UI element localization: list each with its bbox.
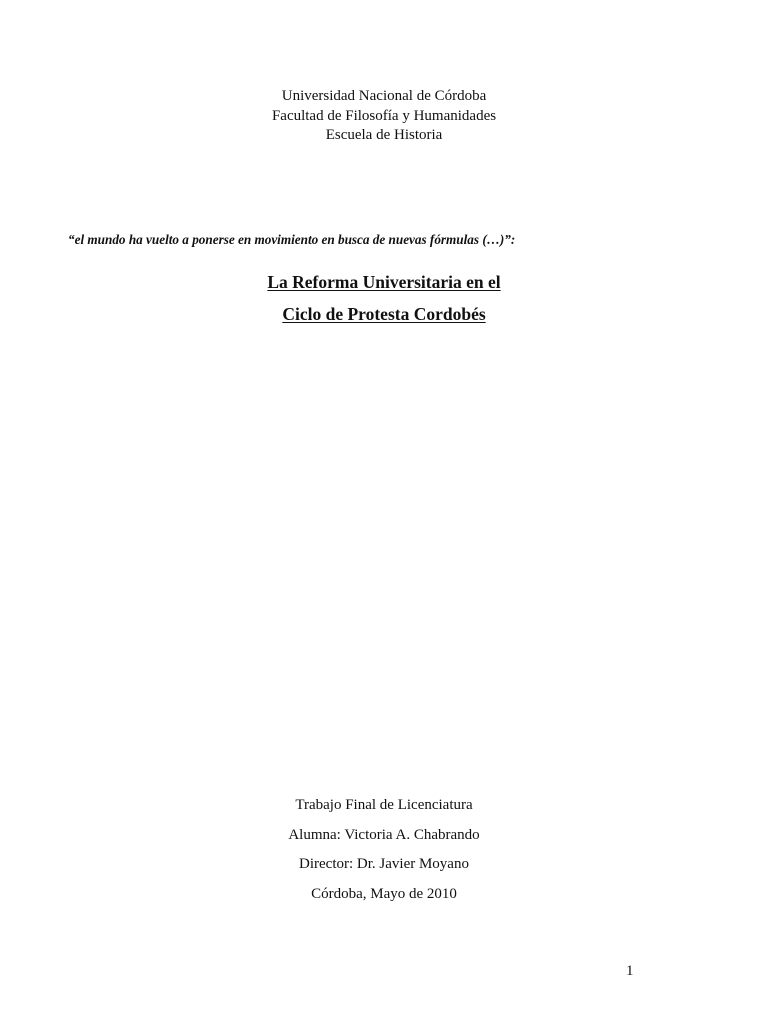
epigraph-quote: “el mundo ha vuelto a ponerse en movimiento en busca de nuevas fórmulas (…)”: [68, 232, 516, 247]
work-type: Trabajo Final de Licenciatura [295, 797, 473, 813]
place-date: Córdoba, Mayo de 2010 [311, 885, 457, 902]
document-title [0, 272, 768, 325]
thesis-info [0, 795, 768, 913]
university-name: Universidad Nacional de Córdoba [281, 88, 487, 104]
title-line-1-text: La Reforma Universitaria en el [267, 272, 501, 292]
institution-header [0, 87, 768, 146]
title-line-1 [0, 272, 768, 293]
page-number: 1 [626, 963, 634, 979]
title-line-2 [0, 304, 768, 325]
school-name: Escuela de Historia [325, 127, 443, 143]
faculty-name: Facultad de Filosofía y Humanidades [271, 107, 497, 124]
title-line-2-text: Ciclo de Protesta Cordobés [282, 304, 486, 324]
student-name: Alumna: Victoria A. Chabrando [288, 826, 480, 843]
director-name: Director: Dr. Javier Moyano [299, 856, 469, 872]
